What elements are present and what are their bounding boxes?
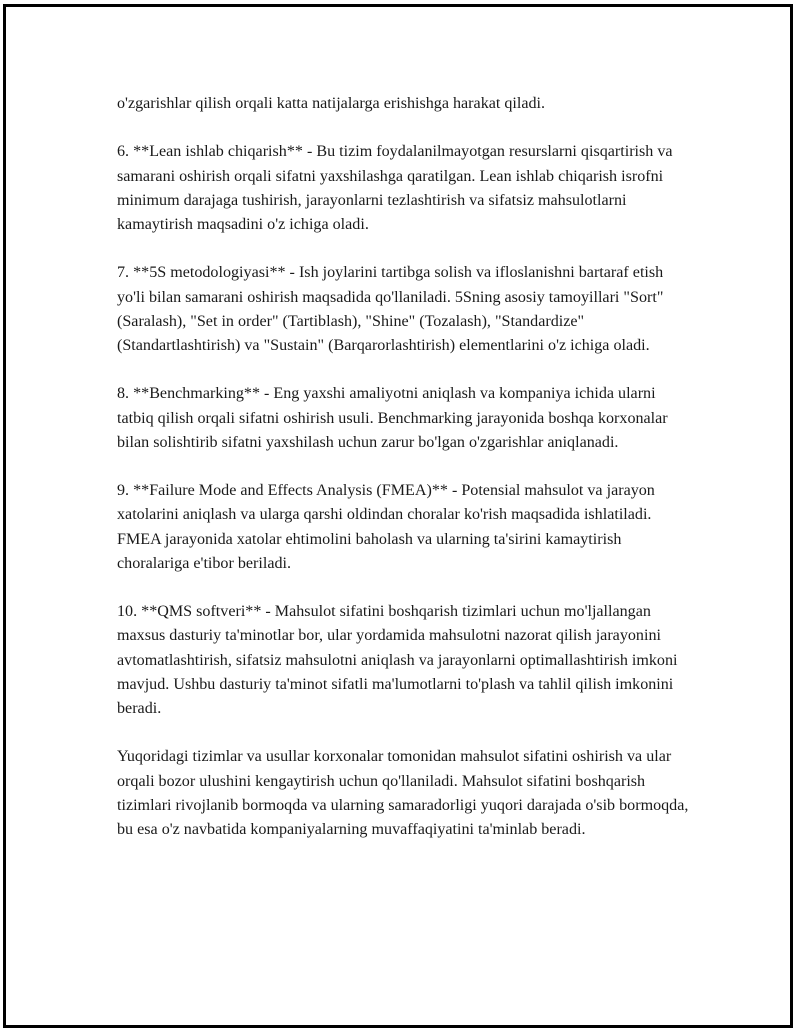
paragraph-fmea: 9. **Failure Mode and Effects Analysis (FMEA)** - Potensial mahsulot va jarayon xatolarini aniqlash va ularga qarshi oldindan choralar ko'rish maqsadida ishlatiladi. FMEA jarayonida xatolar ehtimolini baholash va ularning ta'sirini kamaytirish choralariga e'tibor beriladi. (117, 482, 655, 572)
paragraph-benchmarking: 8. **Benchmarking** - Eng yaxshi amaliyotni aniqlash va kompaniya ichida ularni tatbiq qilish orqali sifatni oshirish usuli. Benchmarking jarayonida boshqa korxonalar bilan solishtirib sifatni yaxshilash uchun zarur bo'lgan o'zgarishlar aniqlanadi. (117, 385, 668, 451)
paragraph-continuation: o'zgarishlar qilish orqali katta natijalarga erishishga harakat qiladi. (117, 95, 546, 112)
paragraph-qms-software: 10. **QMS softveri** - Mahsulot sifatini boshqarish tizimlari uchun mo'ljallangan maxsus dasturiy ta'minotlar bor, ular yordamida mahsulotni nazorat qilish jarayonini avtomatlashtirish, sifatsiz mahsulotni aniqlash va jarayonlarni optimallashtirish imkoni mavjud. Ushbu dasturiy ta'minot sifatli ma'lumotlarni to'plash va tahlil qilish imkonini beradi. (117, 603, 678, 717)
paragraph-conclusion: Yuqoridagi tizimlar va usullar korxonalar tomonidan mahsulot sifatini oshirish va ular orqali bozor ulushini kengaytirish uchun qo'llaniladi. Mahsulot sifatini boshqarish tizimlari rivojlanib bormoqda va ularning samaradorligi yuqori darajada o'sib bormoqda, bu esa o'z navbatida kompaniyalarning muvaffaqiyatini ta'minlab beradi. (117, 748, 689, 838)
paragraph-lean-manufacturing: 6. **Lean ishlab chiqarish** - Bu tizim foydalanilmayotgan resurslarni qisqartirish va samarani oshirish orqali sifatni yaxshilashga qaratilgan. Lean ishlab chiqarish isrofni minimum darajaga tushirish, jarayonlarni tezlashtirish va sifatsiz mahsulotlarni kamaytirish maqsadini o'z ichiga oladi. (117, 143, 673, 233)
paragraph-5s-methodology: 7. **5S metodologiyasi** - Ish joylarini tartibga solish va ifloslanishni bartaraf etish yo'li bilan samarani oshirish maqsadida qo'llaniladi. 5Sning asosiy tamoyillari "Sort" (Saralash), "Set in order" (Tartiblash), "Shine" (Tozalash), "Standardize" (Standartlashtirish) va "Sustain" (Barqarorlashtirish) elementlarini o'z ichiga oladi. (117, 264, 664, 354)
document-body (117, 92, 692, 842)
